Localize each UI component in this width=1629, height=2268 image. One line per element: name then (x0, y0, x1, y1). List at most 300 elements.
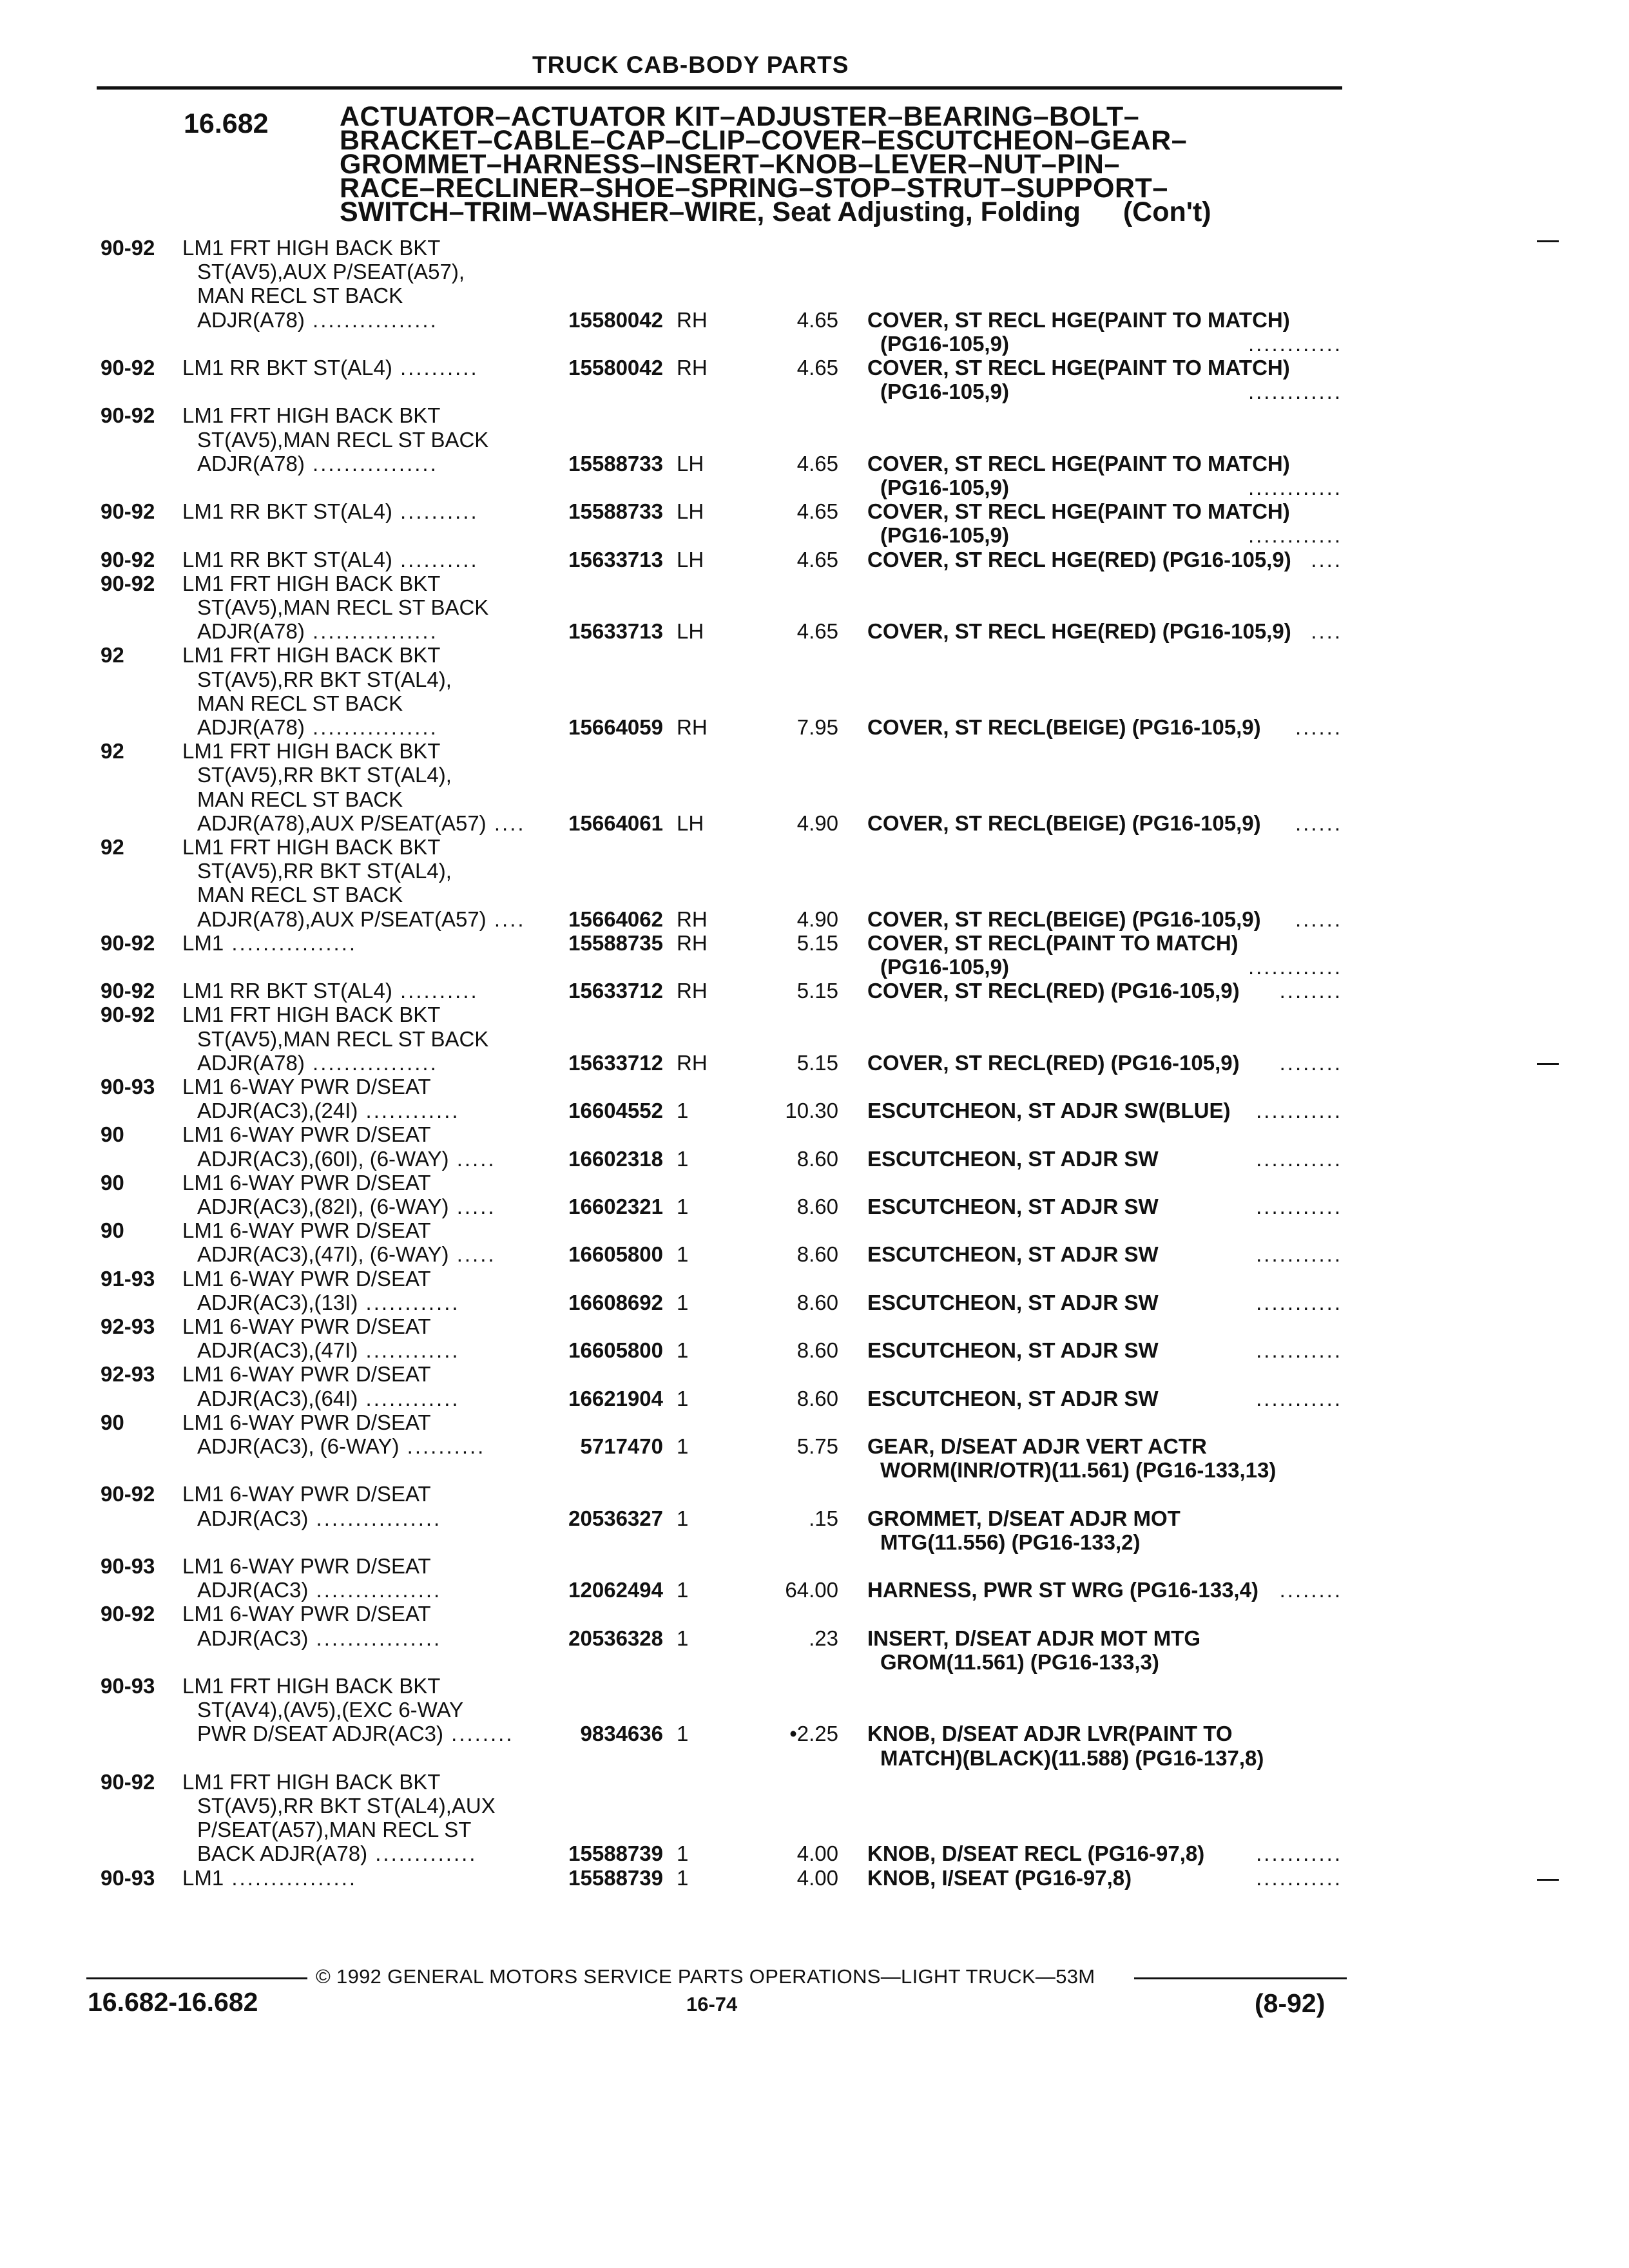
part-name: GROMMET, D/SEAT ADJR MOT (867, 1506, 1181, 1530)
quantity: RH (677, 1050, 708, 1075)
vehicle-description (197, 1506, 441, 1530)
description-text: LM1 6-WAY PWR D/SEAT (182, 1602, 431, 1626)
vehicle-description (182, 1554, 431, 1578)
description-text: ST(AV5),MAN RECL ST BACK (197, 595, 489, 619)
vehicle-description (197, 1818, 471, 1841)
vehicle-description (182, 1482, 431, 1506)
description-text: LM1 RR BKT ST(AL4) (182, 547, 392, 572)
dot-leader: ........... (1256, 1290, 1342, 1314)
description-text: LM1 FRT HIGH BACK BKT (182, 1674, 441, 1698)
quantity: 1 (677, 1626, 689, 1650)
model-year: 90 (101, 1122, 124, 1147)
margin-tick (1537, 1879, 1559, 1881)
dot-leader: ..... (448, 1242, 496, 1267)
vehicle-description (197, 715, 438, 739)
part-number: 15664062 (568, 907, 663, 931)
dot-leader: .... (1311, 547, 1342, 572)
part-number: 16604552 (568, 1099, 663, 1123)
description-text: LM1 6-WAY PWR D/SEAT (182, 1122, 431, 1147)
part-reference: MTG(11.556) (PG16-133,2) (880, 1530, 1141, 1554)
description-text: ADJR(A78) (197, 619, 305, 644)
quantity: 1 (677, 1290, 689, 1314)
price: .15 (809, 1506, 838, 1530)
quantity: RH (677, 930, 708, 955)
vehicle-description (197, 1626, 441, 1650)
description-text: LM1 FRT HIGH BACK BKT (182, 571, 441, 595)
price: 4.65 (796, 451, 838, 476)
dot-leader: ...... (1295, 715, 1342, 739)
quantity: LH (677, 619, 704, 644)
dot-leader: .......... (392, 979, 479, 1003)
description-text: ADJR(AC3) (197, 1626, 309, 1650)
vehicle-description (197, 1434, 485, 1458)
dot-leader: ........... (1256, 1865, 1342, 1890)
vehicle-description (197, 1027, 488, 1051)
part-number: 5717470 (580, 1434, 663, 1458)
description-text: LM1 FRT HIGH BACK BKT (182, 643, 441, 668)
vehicle-description (197, 859, 452, 883)
vehicle-description (197, 595, 488, 619)
vehicle-description (182, 739, 440, 763)
description-text: LM1 6-WAY PWR D/SEAT (182, 1362, 431, 1387)
group-heading-line: RACE–RECLINER–SHOE–SPRING–STOP–STRUT–SUPPORT– (340, 173, 1168, 204)
vehicle-description (197, 1099, 460, 1122)
part-name: GEAR, D/SEAT ADJR VERT ACTR (867, 1434, 1207, 1458)
copyright-notice: © 1992 GENERAL MOTORS SERVICE PARTS OPERATIONS—LIGHT TRUCK—53M (316, 1965, 1095, 1988)
description-text: ADJR(AC3),(24I) (197, 1099, 358, 1123)
description-text: ADJR(AC3), (6-WAY) (197, 1434, 400, 1458)
dot-leader: ................ (308, 1578, 442, 1602)
vehicle-description (197, 619, 438, 643)
quantity: RH (677, 715, 708, 739)
dot-leader: ........... (1256, 1841, 1342, 1866)
price: •2.25 (789, 1722, 838, 1746)
model-year: 90-92 (101, 1003, 155, 1027)
model-year: 90-92 (101, 547, 155, 572)
description-text: ST(AV4),(AV5),(EXC 6-WAY (197, 1698, 464, 1722)
price: 8.60 (796, 1242, 838, 1267)
quantity: LH (677, 811, 704, 835)
part-reference: (PG16-105,9) (880, 331, 1009, 356)
description-text: ADJR(AC3),(60I), (6-WAY) (197, 1146, 449, 1171)
dot-leader: ............ (1248, 380, 1342, 404)
description-text: LM1 FRT HIGH BACK BKT (182, 403, 441, 428)
part-number: 15664059 (568, 715, 663, 739)
vehicle-description (182, 1267, 431, 1291)
description-text: MAN RECL ST BACK (197, 787, 403, 811)
part-name: COVER, ST RECL(PAINT TO MATCH) (867, 930, 1239, 955)
vehicle-description (182, 356, 479, 380)
footer-rule-left (86, 1977, 307, 1979)
vehicle-description (197, 1794, 496, 1818)
model-year: 90-92 (101, 1602, 155, 1626)
part-number: 20536328 (568, 1626, 663, 1650)
footer-date: (8-92) (1255, 1988, 1325, 2018)
description-text: ADJR(AC3),(47I), (6-WAY) (197, 1242, 449, 1267)
part-name: KNOB, D/SEAT RECL (PG16-97,8) (867, 1841, 1205, 1866)
model-year: 91-93 (101, 1266, 155, 1291)
model-year: 90-92 (101, 356, 155, 380)
description-text: LM1 FRT HIGH BACK BKT (182, 739, 441, 764)
quantity: LH (677, 547, 704, 572)
dot-leader: .......... (392, 547, 479, 572)
part-name: ESCUTCHEON, ST ADJR SW(BLUE) (867, 1099, 1231, 1123)
part-number: 15588735 (568, 930, 663, 955)
vehicle-description (197, 691, 403, 715)
vehicle-description (197, 284, 403, 307)
part-number: 15588739 (568, 1865, 663, 1890)
quantity: 1 (677, 1506, 689, 1530)
part-name: COVER, ST RECL(BEIGE) (PG16-105,9) (867, 811, 1261, 835)
vehicle-description (197, 811, 526, 835)
quantity: RH (677, 907, 708, 931)
dot-leader: ..... (448, 1195, 496, 1218)
description-text: ST(AV5),AUX P/SEAT(A57), (197, 260, 465, 284)
part-number: 16605800 (568, 1242, 663, 1267)
part-number: 12062494 (568, 1578, 663, 1602)
description-text: MAN RECL ST BACK (197, 691, 403, 715)
quantity: 1 (677, 1338, 689, 1363)
model-year: 92-93 (101, 1362, 155, 1387)
dot-leader: ........... (1256, 1146, 1342, 1171)
model-year: 92-93 (101, 1314, 155, 1338)
description-text: ADJR(A78),AUX P/SEAT(A57) (197, 907, 487, 931)
page-title: TRUCK CAB-BODY PARTS (532, 52, 849, 78)
quantity: LH (677, 451, 704, 476)
dot-leader: .... (1311, 619, 1342, 644)
vehicle-description (182, 1218, 431, 1242)
part-number: 16602318 (568, 1146, 663, 1171)
group-heading-last: SWITCH–TRIM–WASHER–WIRE, Seat Adjusting, Folding (340, 197, 1081, 227)
model-year: 90-93 (101, 1674, 155, 1698)
dot-leader: ............ (1248, 955, 1342, 979)
vehicle-description (197, 1338, 460, 1362)
part-name: COVER, ST RECL HGE(PAINT TO MATCH) (867, 499, 1290, 524)
part-name: KNOB, D/SEAT ADJR LVR(PAINT TO (867, 1722, 1233, 1746)
description-text: LM1 6-WAY PWR D/SEAT (182, 1410, 431, 1434)
price: 4.00 (796, 1865, 838, 1890)
model-year: 90 (101, 1218, 124, 1243)
price: 4.65 (796, 499, 838, 524)
dot-leader: ................ (304, 451, 438, 476)
dot-leader: ................ (224, 930, 358, 955)
part-name: KNOB, I/SEAT (PG16-97,8) (867, 1865, 1132, 1890)
price: 5.15 (796, 930, 838, 955)
group-heading-line: ACTUATOR–ACTUATOR KIT–ADJUSTER–BEARING–BOLT– (340, 101, 1140, 132)
part-reference: WORM(INR/OTR)(11.561) (PG16-133,13) (880, 1458, 1277, 1483)
part-number: 15580042 (568, 356, 663, 380)
model-year: 90-92 (101, 1769, 155, 1794)
group-heading-line: BRACKET–CABLE–CAP–CLIP–COVER–ESCUTCHEON–GEAR– (340, 125, 1188, 156)
part-number: 15633713 (568, 547, 663, 572)
part-name: ESCUTCHEON, ST ADJR SW (867, 1195, 1159, 1218)
description-text: ST(AV5),RR BKT ST(AL4), (197, 763, 452, 787)
model-year: 90-93 (101, 1554, 155, 1578)
description-text: LM1 FRT HIGH BACK BKT (182, 236, 441, 260)
part-number: 15588733 (568, 499, 663, 524)
quantity: 1 (677, 1841, 689, 1866)
dot-leader: ........... (1256, 1338, 1342, 1363)
part-number: 15664061 (568, 811, 663, 835)
dot-leader: ................ (304, 715, 438, 739)
vehicle-description (182, 835, 440, 859)
part-name: ESCUTCHEON, ST ADJR SW (867, 1386, 1159, 1410)
vehicle-description (197, 787, 403, 811)
group-number: 16.682 (184, 108, 269, 139)
vehicle-description (182, 979, 479, 1003)
description-text: LM1 6-WAY PWR D/SEAT (182, 1314, 431, 1338)
vehicle-description (197, 763, 452, 787)
vehicle-description (182, 236, 440, 260)
dot-leader: ................ (308, 1626, 442, 1650)
vehicle-description (197, 1698, 463, 1722)
quantity: 1 (677, 1865, 689, 1890)
description-text: ADJR(AC3),(13I) (197, 1290, 358, 1314)
part-name: COVER, ST RECL(BEIGE) (PG16-105,9) (867, 907, 1261, 931)
dot-leader: ........... (1256, 1386, 1342, 1410)
vehicle-description (197, 883, 403, 907)
description-text: ST(AV5),RR BKT ST(AL4),AUX (197, 1794, 496, 1818)
dot-leader: ........ (443, 1722, 514, 1746)
dot-leader: ........ (1279, 979, 1342, 1003)
description-text: ADJR(AC3),(82I), (6-WAY) (197, 1195, 449, 1218)
model-year: 90-92 (101, 499, 155, 524)
price: 5.75 (796, 1434, 838, 1458)
price: 10.30 (785, 1099, 838, 1123)
vehicle-description (182, 1866, 357, 1890)
model-year: 90-93 (101, 1865, 155, 1890)
price: 4.90 (796, 907, 838, 931)
part-reference: GROM(11.561) (PG16-133,3) (880, 1649, 1159, 1674)
dot-leader: ................ (304, 1050, 438, 1075)
part-number: 16608692 (568, 1290, 663, 1314)
description-text: LM1 6-WAY PWR D/SEAT (182, 1554, 431, 1578)
dot-leader: ........ (1279, 1578, 1342, 1602)
part-number: 15633712 (568, 979, 663, 1003)
price: 4.65 (796, 356, 838, 380)
vehicle-description (197, 1387, 460, 1410)
dot-leader: ............. (367, 1841, 477, 1866)
dot-leader: ............ (1248, 331, 1342, 356)
dot-leader: ..... (448, 1146, 496, 1171)
footer-rule-right (1134, 1977, 1347, 1979)
vehicle-description (182, 548, 479, 572)
quantity: 1 (677, 1242, 689, 1267)
description-text: ADJR(A78),AUX P/SEAT(A57) (197, 811, 487, 835)
dot-leader: ............ (358, 1099, 460, 1123)
part-reference: (PG16-105,9) (880, 955, 1009, 979)
part-reference: (PG16-105,9) (880, 380, 1009, 404)
part-number: 15633712 (568, 1050, 663, 1075)
part-number: 20536327 (568, 1506, 663, 1530)
continued-label: (Con't) (1123, 197, 1211, 227)
description-text: LM1 RR BKT ST(AL4) (182, 499, 392, 524)
vehicle-description (197, 260, 465, 284)
dot-leader: ........... (1256, 1099, 1342, 1123)
price: 8.60 (796, 1386, 838, 1410)
vehicle-description (182, 931, 357, 955)
description-text: LM1 6-WAY PWR D/SEAT (182, 1075, 431, 1099)
vehicle-description (197, 1242, 496, 1266)
vehicle-description (197, 668, 452, 691)
description-text: ST(AV5),MAN RECL ST BACK (197, 427, 489, 452)
description-text: LM1 FRT HIGH BACK BKT (182, 1003, 441, 1027)
description-text: LM1 6-WAY PWR D/SEAT (182, 1170, 431, 1195)
description-text: LM1 RR BKT ST(AL4) (182, 979, 392, 1003)
description-text: ADJR(AC3),(47I) (197, 1338, 358, 1363)
dot-leader: ........... (1256, 1195, 1342, 1218)
quantity: 1 (677, 1195, 689, 1218)
description-text: MAN RECL ST BACK (197, 883, 403, 907)
price: 8.60 (796, 1195, 838, 1218)
vehicle-description (197, 1291, 460, 1314)
dot-leader: .... (486, 907, 526, 931)
price: 5.15 (796, 1050, 838, 1075)
model-year: 90-93 (101, 1075, 155, 1099)
part-number: 15633713 (568, 619, 663, 644)
dot-leader: ............ (358, 1338, 460, 1363)
part-reference: MATCH)(BLACK)(11.588) (PG16-137,8) (880, 1745, 1264, 1770)
model-year: 92 (101, 739, 124, 764)
part-number: 15580042 (568, 307, 663, 332)
price: 8.60 (796, 1146, 838, 1171)
vehicle-description (182, 1075, 431, 1099)
part-number: 16621904 (568, 1386, 663, 1410)
vehicle-description (197, 1147, 496, 1171)
description-text: LM1 (182, 1865, 224, 1890)
vehicle-description (197, 1722, 514, 1745)
part-reference: (PG16-105,9) (880, 476, 1009, 499)
price: 4.65 (796, 619, 838, 644)
dot-leader: ................ (224, 1865, 358, 1890)
description-text: BACK ADJR(A78) (197, 1841, 368, 1866)
model-year: 90-92 (101, 1482, 155, 1506)
description-text: PWR D/SEAT ADJR(AC3) (197, 1722, 443, 1746)
vehicle-description (197, 1841, 477, 1865)
model-year: 92 (101, 643, 124, 668)
description-text: ST(AV5),MAN RECL ST BACK (197, 1026, 489, 1051)
part-name: COVER, ST RECL HGE(PAINT TO MATCH) (867, 356, 1290, 380)
dot-leader: ............ (1248, 476, 1342, 499)
model-year: 90 (101, 1170, 124, 1195)
quantity: 1 (677, 1578, 689, 1602)
description-text: ADJR(A78) (197, 1050, 305, 1075)
vehicle-description (197, 452, 438, 476)
price: 8.60 (796, 1290, 838, 1314)
vehicle-description (182, 1122, 431, 1146)
description-text: MAN RECL ST BACK (197, 284, 403, 308)
model-year: 90-92 (101, 403, 155, 428)
quantity: LH (677, 499, 704, 524)
quantity: 1 (677, 1146, 689, 1171)
description-text: ADJR(A78) (197, 715, 305, 739)
description-text: ADJR(AC3),(64I) (197, 1386, 358, 1410)
margin-tick (1537, 1063, 1559, 1065)
model-year: 90 (101, 1410, 124, 1434)
vehicle-description (182, 403, 440, 427)
dot-leader: .......... (392, 499, 479, 524)
part-name: COVER, ST RECL HGE(PAINT TO MATCH) (867, 451, 1290, 476)
price: 5.15 (796, 979, 838, 1003)
part-name: COVER, ST RECL(RED) (PG16-105,9) (867, 1050, 1240, 1075)
quantity: 1 (677, 1099, 689, 1123)
description-text: LM1 RR BKT ST(AL4) (182, 356, 392, 380)
vehicle-description (182, 1171, 431, 1195)
dot-leader: ............ (358, 1386, 460, 1410)
part-name: COVER, ST RECL HGE(PAINT TO MATCH) (867, 307, 1290, 332)
description-text: ADJR(AC3) (197, 1506, 309, 1530)
quantity: 1 (677, 1722, 689, 1746)
part-number: 15588733 (568, 451, 663, 476)
part-number: 16605800 (568, 1338, 663, 1363)
model-year: 90-92 (101, 930, 155, 955)
dot-leader: .......... (399, 1434, 486, 1458)
price: 4.90 (796, 811, 838, 835)
dot-leader: ........ (1279, 1050, 1342, 1075)
quantity: 1 (677, 1386, 689, 1410)
footer-range: 16.682-16.682 (88, 1987, 258, 2017)
description-text: P/SEAT(A57),MAN RECL ST (197, 1818, 472, 1842)
part-number: 15588739 (568, 1841, 663, 1866)
vehicle-description (182, 1362, 431, 1386)
part-name: ESCUTCHEON, ST ADJR SW (867, 1338, 1159, 1363)
dot-leader: ................ (304, 619, 438, 644)
description-text: ADJR(A78) (197, 451, 305, 476)
part-name: ESCUTCHEON, ST ADJR SW (867, 1146, 1159, 1171)
quantity: 1 (677, 1434, 689, 1458)
price: 8.60 (796, 1338, 838, 1363)
part-name: HARNESS, PWR ST WRG (PG16-133,4) (867, 1578, 1258, 1602)
part-name: COVER, ST RECL HGE(RED) (PG16-105,9) (867, 619, 1291, 644)
part-reference: (PG16-105,9) (880, 523, 1009, 548)
vehicle-description (182, 499, 479, 523)
description-text: LM1 (182, 930, 224, 955)
part-name: INSERT, D/SEAT ADJR MOT MTG (867, 1626, 1201, 1650)
part-number: 9834636 (580, 1722, 663, 1746)
vehicle-description (182, 1602, 431, 1626)
vehicle-description (197, 907, 526, 931)
dot-leader: ............ (1248, 523, 1342, 548)
dot-leader: .... (486, 811, 526, 835)
model-year: 90-92 (101, 571, 155, 595)
vehicle-description (182, 1674, 440, 1698)
margin-tick (1537, 240, 1559, 242)
price: 64.00 (785, 1578, 838, 1602)
dot-leader: ............ (358, 1290, 460, 1314)
dot-leader: ...... (1295, 907, 1342, 931)
price: 4.65 (796, 307, 838, 332)
vehicle-description (197, 1051, 438, 1075)
part-name: COVER, ST RECL(RED) (PG16-105,9) (867, 979, 1240, 1003)
dot-leader: ................ (304, 307, 438, 332)
description-text: LM1 6-WAY PWR D/SEAT (182, 1482, 431, 1506)
price: .23 (809, 1626, 838, 1650)
dot-leader: ...... (1295, 811, 1342, 835)
quantity: RH (677, 979, 708, 1003)
description-text: ST(AV5),RR BKT ST(AL4), (197, 667, 452, 691)
description-text: ADJR(A78) (197, 307, 305, 332)
model-year: 92 (101, 835, 124, 859)
vehicle-description (197, 1578, 441, 1602)
dot-leader: ........... (1256, 1242, 1342, 1267)
part-name: ESCUTCHEON, ST ADJR SW (867, 1242, 1159, 1267)
description-text: ADJR(AC3) (197, 1578, 309, 1602)
vehicle-description (182, 643, 440, 667)
vehicle-description (182, 1410, 431, 1434)
footer-page-number: 16-74 (686, 1993, 738, 2015)
dot-leader: .......... (392, 356, 479, 380)
vehicle-description (182, 1314, 431, 1338)
